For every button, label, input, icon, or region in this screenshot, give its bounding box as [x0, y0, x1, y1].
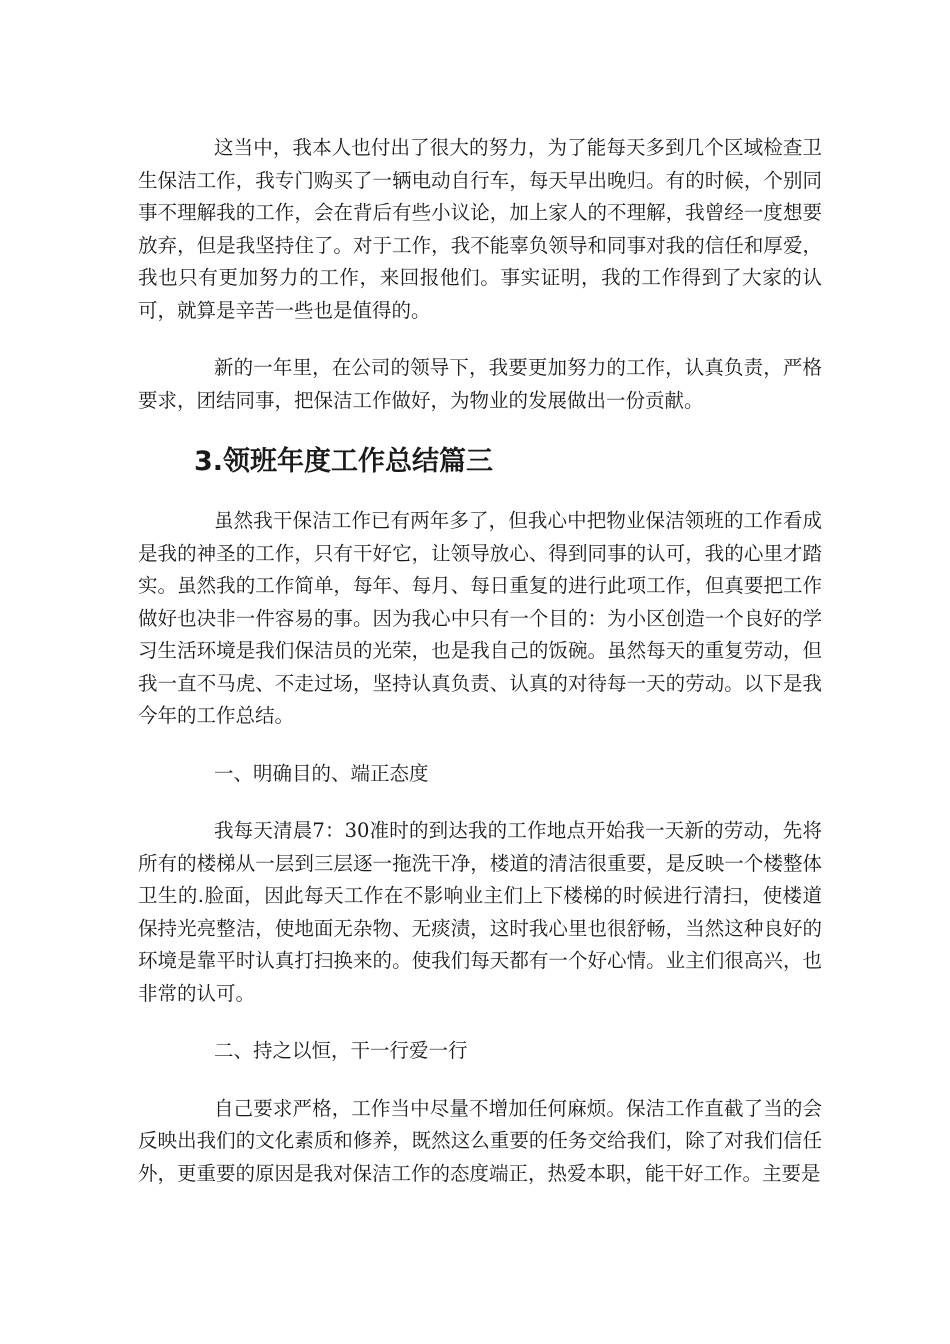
subheading-purpose: 一、明确目的、端正态度: [214, 761, 429, 785]
paragraph-strict-requirements: 自己要求严格，工作当中尽量不增加任何麻烦。保洁工作直截了当的会反映出我们的文化素质和修养，既然这么重要的任务交给我们，除了对我们信任外，更重要的原因是我对保洁工作的态度端正，热爱本职，能干好工作。主要是: [138, 1096, 822, 1185]
paragraph-spacer: [138, 1068, 822, 1093]
paragraph-spacer: [138, 790, 822, 815]
paragraph-spacer: [138, 482, 822, 505]
document-body: [138, 132, 822, 1190]
paragraph-spacer: [138, 733, 822, 758]
paragraph-spacer: [138, 417, 822, 442]
paragraph-daily-work: 我每天清晨7：30准时的到达我的工作地点开始我一天新的劳动，先将所有的楼梯从一层到三层逐一拖洗干净，楼道的清洁很重要，是反映一个楼整体卫生的.脸面，因此每天工作在不影响业主们上下楼梯的时候进行清扫，使楼道保持光亮整洁，使地面无杂物、无痰渍，这时我心里也很舒畅，当然这种良好的环境是靠平时认真打扫换来的。使我们每天都有一个好心情。业主们很高兴，也非常的认可。: [138, 819, 822, 1005]
subheading-persistence: 二、持之以恒，干一行爱一行: [214, 1039, 468, 1062]
paragraph-spacer: [138, 327, 822, 352]
paragraph-spacer: [138, 1010, 822, 1035]
paragraph-intro: 虽然我干保洁工作已有两年多了，但我心中把物业保洁领班的工作看成是我的神圣的工作，只有干好它，让领导放心、得到同事的认可，我的心里才踏实。虽然我的工作简单，每年、每月、每日重复的进行此项工作，但真要把工作做好也决非一件容易的事。因为我心中只有一个目的：为小区创造一个良好的学习生活环境是我们保洁员的光荣，也是我自己的饭碗。虽然每天的重复劳动，但我一直不马虎、不走过场，坚持认真负责、认真的对待每一天的劳动。以下是我今年的工作总结。: [138, 509, 822, 727]
paragraph-effort: 这当中，我本人也付出了很大的努力，为了能每天多到几个区域检查卫生保洁工作，我专门购买了一辆电动自行车，每天早出晚归。有的时候，个别同事不理解我的工作，会在背后有些小议论，加上家人的不理解，我曾经一度想要放弃，但是我坚持住了。对于工作，我不能辜负领导和同事对我的信任和厚爱，我也只有更加努力的工作，来回报他们。事实证明，我的工作得到了大家的认可，就算是辛苦一些也是值得的。: [138, 136, 822, 322]
paragraph-new-year: 新的一年里，在公司的领导下，我要更加努力的工作，认真负责，严格要求，团结同事，把保洁工作做好，为物业的发展做出一份贡献。: [138, 356, 822, 412]
section-heading: 3.领班年度工作总结篇三: [194, 446, 494, 477]
